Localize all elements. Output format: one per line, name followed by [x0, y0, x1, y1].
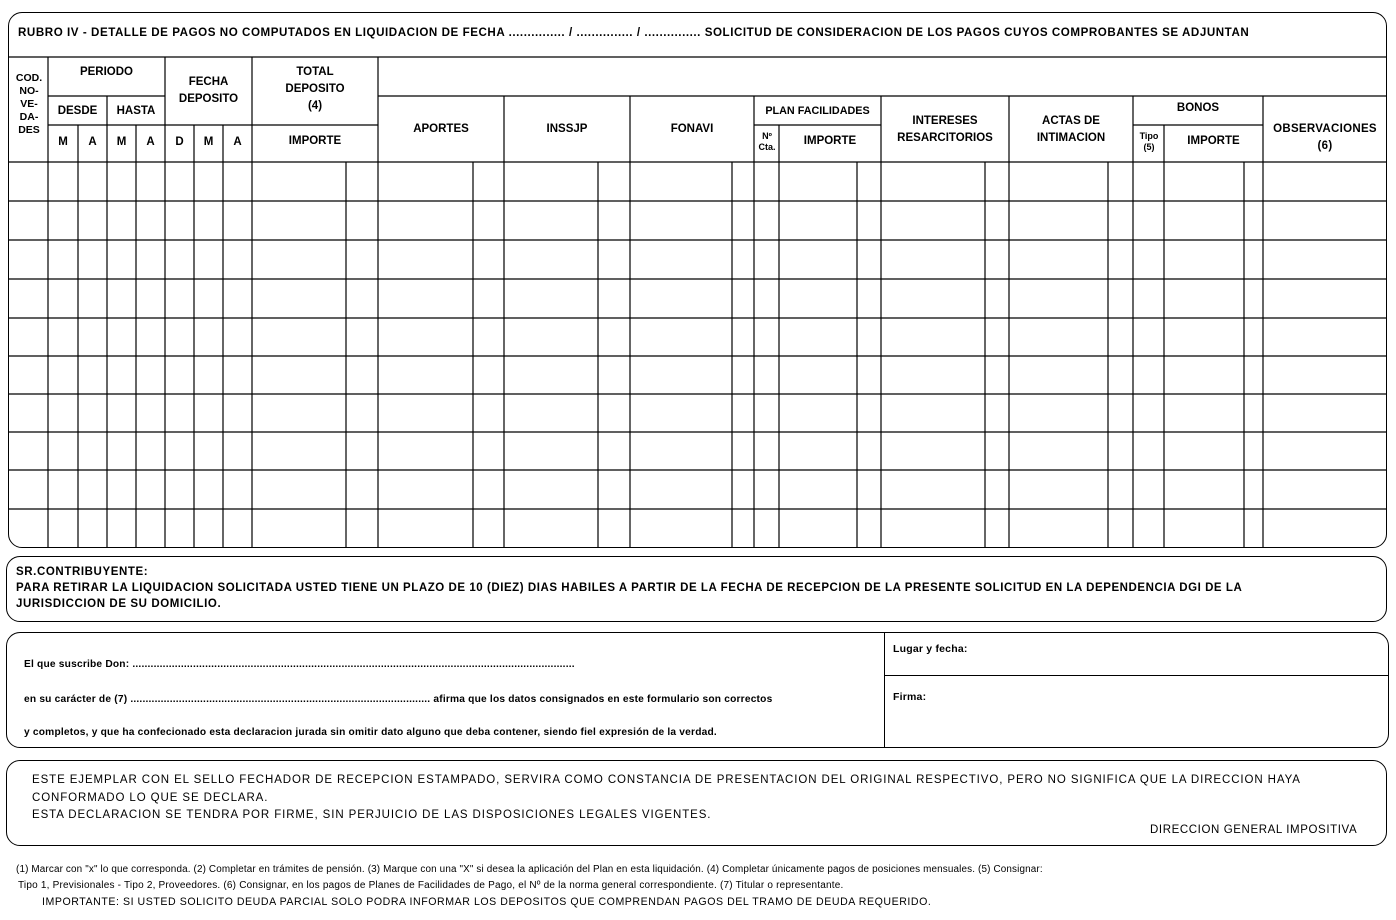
declaracion-line2: en su carácter de (7) ................................................................................................... afirma que los datos consignados en este formulario son correctos	[24, 694, 773, 705]
col-tipo: Tipo (5)	[1139, 131, 1159, 152]
col-inssjp: INSSJP	[546, 123, 588, 135]
col-periodo: PERIODO	[79, 66, 134, 78]
contribuyente-title: SR.CONTRIBUYENTE:	[16, 566, 149, 578]
col-cod-novedades: COD. NO- VE- DA- DES	[15, 72, 43, 136]
declaracion-divider	[884, 633, 885, 747]
col-nro-cta: Nº Cta.	[758, 131, 776, 152]
declaracion-line3: y completos, y que ha confecionado esta declaracion jurada sin omitir dato alguno que deba contener, siendo fiel expresión de la verdad.	[24, 727, 717, 738]
col-a-3: A	[233, 136, 242, 148]
col-m-3: M	[203, 136, 214, 148]
col-desde: DESDE	[57, 105, 98, 117]
col-aportes: APORTES	[413, 123, 469, 135]
contribuyente-line2: JURISDICCION DE SU DOMICILIO.	[16, 598, 222, 610]
contribuyente-line1: PARA RETIRAR LA LIQUIDACION SOLICITADA USTED TIENE UN PLAZO DE 10 (DIEZ) DIAS HABILES A PARTIR DE LA FECHA DE RECEPCION DE LA PRESENTE SOLICITUD EN LA DEPENDENCIA DGI DE LA	[16, 582, 1243, 594]
col-importe-plan: IMPORTE	[803, 135, 857, 147]
col-observaciones: OBSERVACIONES (6)	[1273, 123, 1377, 152]
col-fonavi: FONAVI	[670, 123, 714, 135]
col-m-1: M	[58, 136, 68, 148]
constancia-line1: ESTE EJEMPLAR CON EL SELLO FECHADOR DE RECEPCION ESTAMPADO, SERVIRA COMO CONSTANCIA DE PRESENTACION DEL ORIGINAL RESPECTIVO, PERO NO SIGNIFICA QUE LA DIRECCION HAYA	[32, 774, 1301, 786]
col-m-2: M	[116, 136, 127, 148]
rubro-title: RUBRO IV - DETALLE DE PAGOS NO COMPUTADOS EN LIQUIDACION DE FECHA ............... / ............... / ............... SOLICITUD DE CONSIDERACION DE LOS PAGOS CUYOS COMPROBANTES SE ADJUNTAN	[18, 26, 1250, 39]
col-bonos: BONOS	[1176, 102, 1220, 114]
firma-label: Firma:	[893, 691, 927, 703]
footnote-line1: (1) Marcar con "x" lo que corresponda. (2) Completar en trámites de pensión. (3) Marque con una "X" si desea la aplicación del Plan en esta liquidación. (4) Completar únicamente pagos de posiciones mensuales. (5) Consignar:	[16, 864, 1043, 875]
constancia-line2: CONFORMADO LO QUE SE DECLARA.	[32, 792, 269, 804]
col-a-1: A	[88, 136, 97, 148]
col-intereses: INTERESES RESARCITORIOS	[897, 115, 993, 144]
col-a-2: A	[146, 136, 155, 148]
lugar-fecha-label: Lugar y fecha:	[893, 643, 968, 655]
col-hasta: HASTA	[116, 105, 156, 117]
col-d: D	[175, 136, 184, 148]
col-actas: ACTAS DE INTIMACION	[1036, 115, 1106, 144]
col-importe-bonos: IMPORTE	[1187, 135, 1240, 147]
constancia-line3: ESTA DECLARACION SE TENDRA POR FIRME, SIN PERJUICIO DE LAS DISPOSICIONES LEGALES VIGENTES.	[32, 809, 712, 821]
declaracion-line1: El que suscribe Don: ..................................................................................................................................................	[24, 659, 575, 670]
col-importe-total: IMPORTE	[288, 135, 342, 147]
constancia-signature: DIRECCION GENERAL IMPOSITIVA	[1150, 824, 1358, 836]
col-plan-facilidades: PLAN FACILIDADES	[765, 105, 870, 117]
footnote-line2: Tipo 1, Previsionales - Tipo 2, Proveedores. (6) Consignar, en los pagos de Planes de Facilidades de Pago, el Nº de la norma general correspondiente. (7) Titular o representante.	[18, 880, 844, 891]
col-total-deposito: TOTAL DEPOSITO (4)	[285, 66, 345, 112]
footnote-important: IMPORTANTE: SI USTED SOLICITO DEUDA PARCIAL SOLO PODRA INFORMAR LOS DEPOSITOS QUE COMPRENDAN PAGOS DEL TRAMO DE DEUDA REQUERIDO.	[42, 896, 932, 908]
col-fecha-deposito: FECHA DEPOSITO	[178, 76, 239, 105]
lugar-firma-divider	[885, 675, 1388, 676]
